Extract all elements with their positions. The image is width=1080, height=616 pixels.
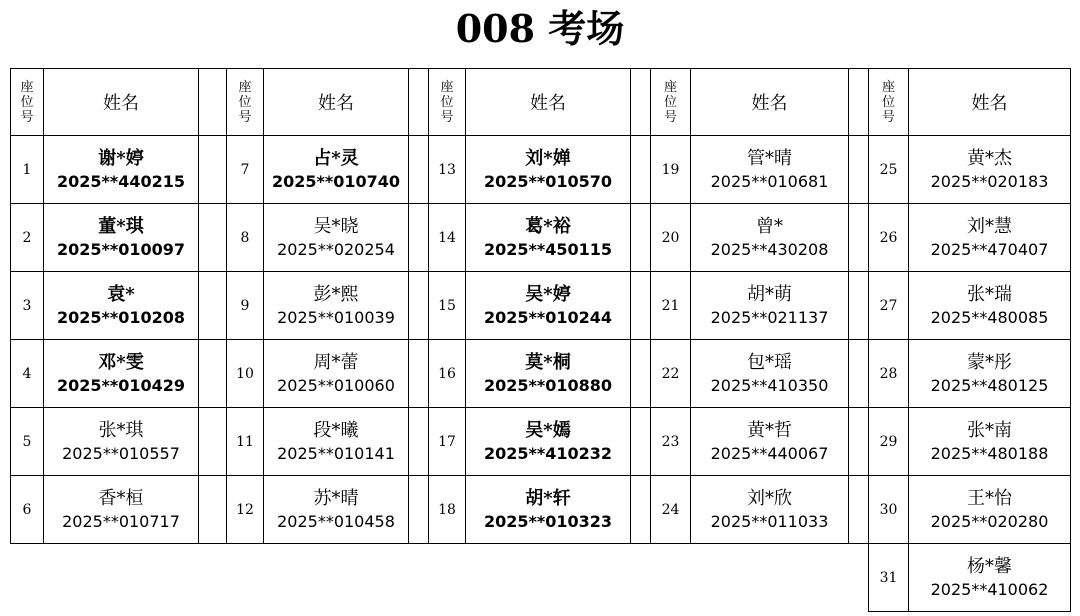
empty-cell xyxy=(429,544,466,612)
student-cell xyxy=(466,272,631,340)
student-cell xyxy=(691,476,849,544)
seat-number: 3 xyxy=(11,272,44,340)
seat-header xyxy=(651,69,691,136)
seat-header-char: 号 xyxy=(440,109,454,125)
seat-header-char: 座 xyxy=(20,79,34,95)
student-id: 2025**010717 xyxy=(62,511,180,531)
student-id: 2025**010323 xyxy=(483,511,613,531)
student-id: 2025**020280 xyxy=(930,511,1049,531)
student-id: 2025**010570 xyxy=(483,171,613,191)
student-id: 2025**010557 xyxy=(62,443,180,463)
student-id: 2025**010097 xyxy=(56,239,186,259)
column-separator xyxy=(849,69,869,136)
column-separator xyxy=(631,476,651,544)
column-separator xyxy=(849,204,869,272)
seat-number: 4 xyxy=(11,340,44,408)
column-separator xyxy=(849,340,869,408)
student-cell xyxy=(909,204,1071,272)
column-separator xyxy=(631,340,651,408)
student-name: 吴*嫣 xyxy=(525,419,571,441)
name-header: 姓名 xyxy=(909,69,1071,136)
student-name: 袁* xyxy=(107,283,135,305)
table-row xyxy=(11,544,1071,612)
student-cell xyxy=(44,272,199,340)
student-id: 2025**021137 xyxy=(710,307,829,327)
seat-number: 2 xyxy=(11,204,44,272)
seat-number: 5 xyxy=(11,408,44,476)
student-cell xyxy=(466,136,631,204)
seat-number: 24 xyxy=(651,476,691,544)
seat-header xyxy=(227,69,264,136)
student-id: 2025**010740 xyxy=(271,171,401,191)
student-name: 香*桓 xyxy=(98,487,144,509)
column-separator xyxy=(849,272,869,340)
student-cell xyxy=(909,340,1071,408)
student-name: 蒙*彤 xyxy=(967,351,1012,373)
student-name: 包*瑶 xyxy=(747,351,792,373)
seating-table xyxy=(10,68,1071,612)
student-cell xyxy=(466,476,631,544)
student-id: 2025**011033 xyxy=(710,511,829,531)
seat-header-char: 位 xyxy=(238,94,252,110)
column-separator xyxy=(199,136,227,204)
seat-header-char: 号 xyxy=(663,109,677,125)
seat-header-char: 位 xyxy=(20,94,34,110)
student-name: 彭*熙 xyxy=(313,283,359,305)
student-name: 曾* xyxy=(756,215,783,237)
student-cell xyxy=(466,340,631,408)
seat-number: 1 xyxy=(11,136,44,204)
seat-number: 21 xyxy=(651,272,691,340)
student-name: 占*灵 xyxy=(313,147,359,169)
seat-number: 11 xyxy=(227,408,264,476)
seat-number: 6 xyxy=(11,476,44,544)
student-cell xyxy=(909,272,1071,340)
column-separator xyxy=(199,544,227,612)
table-row xyxy=(11,136,1071,204)
student-cell xyxy=(691,340,849,408)
student-cell xyxy=(44,204,199,272)
name-header: 姓名 xyxy=(264,69,409,136)
empty-cell xyxy=(44,544,199,612)
empty-cell xyxy=(264,544,409,612)
column-separator xyxy=(631,408,651,476)
seat-number: 9 xyxy=(227,272,264,340)
column-separator xyxy=(409,544,429,612)
seat-number: 14 xyxy=(429,204,466,272)
seat-number: 13 xyxy=(429,136,466,204)
student-id: 2025**440067 xyxy=(710,443,829,463)
student-cell xyxy=(691,272,849,340)
name-header: 姓名 xyxy=(691,69,849,136)
student-cell xyxy=(264,340,409,408)
column-separator xyxy=(409,69,429,136)
student-id: 2025**410350 xyxy=(710,375,829,395)
student-id: 2025**010681 xyxy=(710,171,829,191)
header-row xyxy=(11,69,1071,136)
student-name: 吴*婷 xyxy=(525,283,571,305)
seat-number: 7 xyxy=(227,136,264,204)
student-id: 2025**410232 xyxy=(483,443,613,463)
seat-header-char: 座 xyxy=(881,79,895,95)
student-name: 王*怡 xyxy=(967,487,1012,509)
student-name: 周*蕾 xyxy=(313,351,359,373)
column-separator xyxy=(849,408,869,476)
student-name: 吴*晓 xyxy=(313,215,359,237)
student-id: 2025**010039 xyxy=(277,307,395,327)
seat-number: 18 xyxy=(429,476,466,544)
student-cell xyxy=(264,204,409,272)
seat-header xyxy=(11,69,44,136)
column-separator xyxy=(199,340,227,408)
student-id: 2025**020183 xyxy=(930,171,1049,191)
table-row xyxy=(11,408,1071,476)
name-header: 姓名 xyxy=(466,69,631,136)
seat-header xyxy=(869,69,909,136)
seat-number: 27 xyxy=(869,272,909,340)
seat-header-char: 号 xyxy=(20,109,34,125)
column-separator xyxy=(409,340,429,408)
table-row xyxy=(11,272,1071,340)
student-cell xyxy=(44,476,199,544)
column-separator xyxy=(409,136,429,204)
column-separator xyxy=(199,476,227,544)
student-cell xyxy=(691,408,849,476)
seat-header xyxy=(429,69,466,136)
student-name: 刘*婵 xyxy=(525,147,571,169)
seat-number: 15 xyxy=(429,272,466,340)
page-title: 008 考场 xyxy=(455,6,625,51)
seat-number: 8 xyxy=(227,204,264,272)
student-id: 2025**440215 xyxy=(56,171,186,191)
student-name: 葛*裕 xyxy=(525,215,571,237)
seat-number: 29 xyxy=(869,408,909,476)
seat-number: 25 xyxy=(869,136,909,204)
seat-number: 12 xyxy=(227,476,264,544)
column-separator xyxy=(409,204,429,272)
student-id: 2025**450115 xyxy=(483,239,613,259)
column-separator xyxy=(849,136,869,204)
seat-number: 31 xyxy=(869,544,909,612)
seat-number: 16 xyxy=(429,340,466,408)
column-separator xyxy=(409,408,429,476)
student-id: 2025**010880 xyxy=(483,375,613,395)
student-name: 邓*雯 xyxy=(98,351,144,373)
student-name: 刘*慧 xyxy=(967,215,1012,237)
empty-cell xyxy=(691,544,849,612)
name-header: 姓名 xyxy=(44,69,199,136)
student-cell xyxy=(264,476,409,544)
column-separator xyxy=(631,544,651,612)
seat-number: 30 xyxy=(869,476,909,544)
column-separator xyxy=(631,272,651,340)
student-name: 谢*婷 xyxy=(98,147,144,169)
student-cell xyxy=(909,136,1071,204)
empty-cell xyxy=(466,544,631,612)
student-cell xyxy=(466,408,631,476)
student-id: 2025**010429 xyxy=(56,375,186,395)
student-cell xyxy=(264,136,409,204)
student-name: 莫*桐 xyxy=(525,351,571,373)
seat-header-char: 座 xyxy=(440,79,454,95)
student-name: 杨*馨 xyxy=(967,555,1012,577)
student-id: 2025**020254 xyxy=(277,239,395,259)
student-cell xyxy=(909,476,1071,544)
student-name: 刘*欣 xyxy=(747,487,792,509)
student-cell xyxy=(909,544,1071,612)
seat-number: 23 xyxy=(651,408,691,476)
empty-cell xyxy=(227,544,264,612)
student-name: 董*琪 xyxy=(98,215,144,237)
student-id: 2025**430208 xyxy=(710,239,829,259)
seat-header-char: 号 xyxy=(881,109,895,125)
column-separator xyxy=(409,476,429,544)
seat-number: 22 xyxy=(651,340,691,408)
student-name: 段*曦 xyxy=(313,419,359,441)
student-id: 2025**480188 xyxy=(930,443,1049,463)
seat-number: 20 xyxy=(651,204,691,272)
student-id: 2025**470407 xyxy=(930,239,1049,259)
student-id: 2025**480085 xyxy=(930,307,1049,327)
student-id: 2025**010244 xyxy=(483,307,613,327)
table-row xyxy=(11,476,1071,544)
seat-header-char: 位 xyxy=(440,94,454,110)
seat-header-char: 座 xyxy=(663,79,677,95)
student-id: 2025**480125 xyxy=(930,375,1049,395)
student-cell xyxy=(691,136,849,204)
student-id: 2025**010141 xyxy=(277,443,395,463)
student-name: 张*琪 xyxy=(98,419,144,441)
student-cell xyxy=(264,272,409,340)
seat-number: 19 xyxy=(651,136,691,204)
student-name: 张*南 xyxy=(967,419,1012,441)
student-cell xyxy=(44,136,199,204)
student-name: 胡*萌 xyxy=(747,283,792,305)
column-separator xyxy=(199,204,227,272)
column-separator xyxy=(849,544,869,612)
student-id: 2025**010208 xyxy=(56,307,186,327)
student-id: 2025**010458 xyxy=(277,511,395,531)
student-cell xyxy=(466,204,631,272)
student-name: 张*瑞 xyxy=(967,283,1012,305)
table-row xyxy=(11,204,1071,272)
student-name: 管*晴 xyxy=(747,147,792,169)
student-name: 胡*轩 xyxy=(525,487,571,509)
column-separator xyxy=(199,69,227,136)
empty-cell xyxy=(11,544,44,612)
student-name: 苏*晴 xyxy=(313,487,359,509)
table-row xyxy=(11,340,1071,408)
student-name: 黄*杰 xyxy=(967,147,1012,169)
seat-number: 10 xyxy=(227,340,264,408)
seat-number: 28 xyxy=(869,340,909,408)
seat-number: 26 xyxy=(869,204,909,272)
student-cell xyxy=(44,340,199,408)
seat-number: 17 xyxy=(429,408,466,476)
seat-header-char: 位 xyxy=(881,94,895,110)
student-cell xyxy=(264,408,409,476)
seat-header-char: 位 xyxy=(663,94,677,110)
student-cell xyxy=(44,408,199,476)
seat-header-char: 号 xyxy=(238,109,252,125)
column-separator xyxy=(631,204,651,272)
seat-header-char: 座 xyxy=(238,79,252,95)
column-separator xyxy=(631,69,651,136)
student-id: 2025**010060 xyxy=(277,375,395,395)
student-cell xyxy=(691,204,849,272)
column-separator xyxy=(199,272,227,340)
empty-cell xyxy=(651,544,691,612)
column-separator xyxy=(409,272,429,340)
column-separator xyxy=(849,476,869,544)
column-separator xyxy=(199,408,227,476)
student-id: 2025**410062 xyxy=(930,579,1049,599)
student-cell xyxy=(909,408,1071,476)
student-name: 黄*哲 xyxy=(747,419,792,441)
column-separator xyxy=(631,136,651,204)
